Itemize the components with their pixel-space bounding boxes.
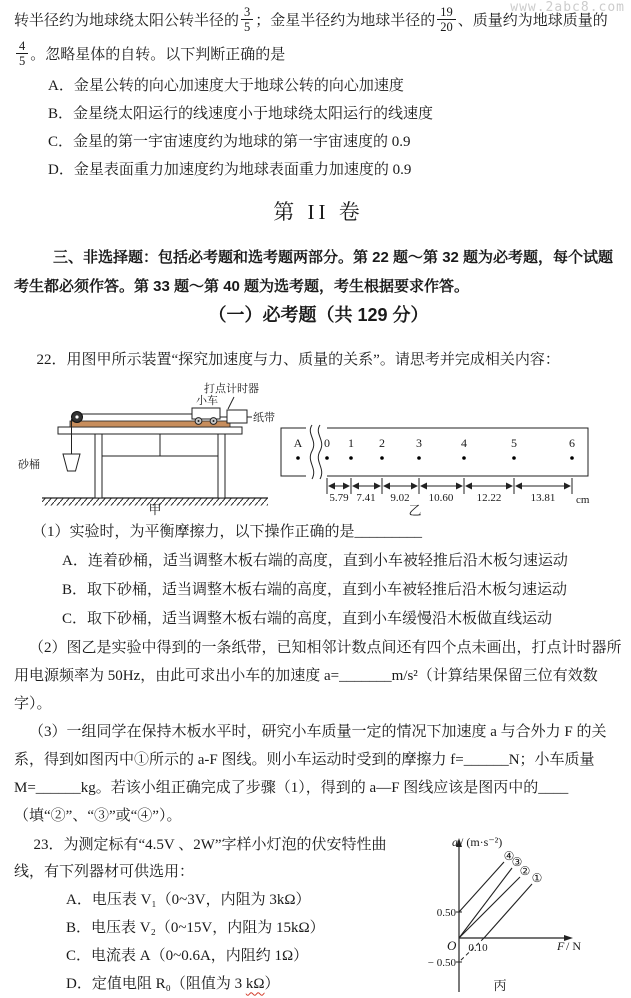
q22-intro: 22．用图甲所示装置“探究加速度与力、质量的关系”。请思考并完成相关内容： <box>36 352 560 369</box>
graph-figure-bing <box>416 832 607 995</box>
cart-label: 小车 <box>196 395 218 408</box>
bucket-label: 砂桶 <box>18 459 40 472</box>
tape-dot-0 <box>325 457 329 461</box>
sand-bucket <box>63 454 80 471</box>
fraction-19-20: $\frac{19}{20}$ <box>437 5 456 35</box>
y-axis-label-var: a <box>452 835 458 850</box>
line-1-label: ① <box>531 871 543 886</box>
line-3-label: ③ <box>511 855 523 870</box>
tape-point-label-0: 0 <box>324 436 330 451</box>
tape-figure-yi <box>279 420 619 519</box>
tape-break-mask <box>306 426 327 478</box>
wooden-board <box>70 421 230 427</box>
apparatus-figure-jia <box>12 376 279 516</box>
q23-option-b: B．电压表 V₂（0~15V，内阻为 15kΩ） <box>66 920 325 937</box>
measurement-4-5: 12.22 <box>476 492 502 505</box>
fraction-4-5: $\frac{4}{5}$ <box>16 39 28 69</box>
line-1 <box>484 884 532 938</box>
ticker-timer <box>227 410 247 423</box>
q22-sub1: （1）实验时，为平衡摩擦力，以下操作正确的是_________ <box>32 524 423 541</box>
q21-option-d: D．金星表面重力加速度约为地球表面重力加速度的 0.9 <box>48 162 412 178</box>
q23-intro: 23．为测定标有“4.5V 、2W”字样小灯泡的伏安特性曲线，有下列器材可供选用： <box>14 837 387 881</box>
q23-block <box>14 832 623 998</box>
tape-label: 纸带 <box>253 412 275 425</box>
measurement-0-1: 5.79 <box>329 492 349 505</box>
q21-option-a: A．金星公转的向心加速度大于地球公转的向心加速度 <box>48 78 404 94</box>
q21-stem-text-3: 、质量约为地球质量的 <box>457 13 608 29</box>
q23-text-column <box>14 832 416 998</box>
x-axis-label-var: F <box>557 939 565 954</box>
cart-wheel-hub-right <box>213 420 215 422</box>
tape-point-label-A: A <box>293 436 303 451</box>
tape-point-label-1: 1 <box>348 436 354 451</box>
origin-label: O <box>447 938 457 954</box>
tape-dot-3 <box>417 457 421 461</box>
q22-sub1-option-a: A．连着砂桶，适当调整木板右端的高度，直到小车被轻推后沿木板匀速运动 <box>62 553 568 570</box>
figure-caption-bing: 丙 <box>493 978 507 994</box>
q22-sub3: （3）一组同学在保持木板水平时，研究小车质量一定的情况下加速度 a 与合外力 F 的关系，得到如图丙中①所示的 a-F 图线。则小车运动时受到的摩擦力 f=______N；小车质量 M=______kg。若该小组正确完成了步骤（1），得到的 a—F 图线应该是图丙中的____（填“②”、“③”或“④”）。 <box>14 724 607 825</box>
x-axis-label-unit: / N <box>566 939 581 954</box>
q22-figures <box>12 376 623 519</box>
table-leg-left <box>95 434 102 498</box>
watermark: www.2abc8.com <box>510 0 625 15</box>
tape-point-label-6: 6 <box>569 436 575 451</box>
measurement-unit: cm <box>576 494 590 507</box>
tape-dot-1 <box>349 457 353 461</box>
section3-intro: 三、非选择题：包括必考题和选考题两部分。第 22 题～第 32 题为必考题，每个试题考生都必须作答。第 33 题～第 40 题为选考题，考生根据要求作答。 <box>14 249 614 296</box>
measurement-2-3: 9.02 <box>390 492 410 505</box>
tape-dot-4 <box>462 457 466 461</box>
tape-point-label-3: 3 <box>416 436 422 451</box>
line-2-label: ② <box>519 864 531 879</box>
q23-option-c: C．电流表 A（0~0.6A，内阻约 1Ω） <box>66 948 309 965</box>
q21-option-c: C．金星的第一宇宙速度约为地球的第一宇宙速度的 0.9 <box>48 134 411 150</box>
part2-title: 第 II 卷 <box>273 200 364 224</box>
required-section-title: （一）必考题（共 129 分） <box>208 305 429 326</box>
q21-stem-text-1: 转半径约为地球绕太阳公转半径的 <box>14 13 240 29</box>
line-4-label: ④ <box>503 849 515 864</box>
q23-option-a: A．电压表 V₁（0~3V，内阻为 3kΩ） <box>66 892 311 909</box>
ytick-pos-label: 0.50 <box>436 907 456 920</box>
tape-point-label-5: 5 <box>511 436 517 451</box>
tape-dot-A <box>296 457 300 461</box>
figure-caption-jia: 甲 <box>148 502 162 518</box>
fraction-3-5: $\frac{3}{5}$ <box>241 5 253 35</box>
cart-wheel-hub-left <box>198 420 200 422</box>
q22-sub1-option-c: C．取下砂桶，适当调整木板右端的高度，直到小车缓慢沿木板做直线运动 <box>62 611 553 628</box>
y-axis-label-unit: / (m·s⁻²) <box>460 835 503 850</box>
q21-stem-text-2: ；金星半径约为地球半径的 <box>255 13 436 29</box>
tape-dot-2 <box>380 457 384 461</box>
ytick-neg-label: − 0.50 <box>427 957 456 970</box>
q21-stem-text-4: 。忽略星体的自转。以下判断正确的是 <box>30 47 286 63</box>
q21-option-b: B．金星绕太阳运行的线速度小于地球绕太阳运行的线速度 <box>48 106 434 122</box>
figure-caption-yi: 乙 <box>408 503 422 519</box>
tape-dot-6 <box>570 457 574 461</box>
q23-option-d <box>66 970 416 998</box>
q22-sub2: （2）图乙是实验中得到的一条纸带，已知相邻计数点间还有四个点未画出，打点计时器所用电源频率为 50Hz，由此可求出小车的加速度 a=_______m/s²（计算结果保留三位有效数字）。 <box>14 640 622 713</box>
tape-dot-5 <box>512 457 516 461</box>
measurement-5-6: 13.81 <box>530 492 556 505</box>
q22-sub1-option-b: B．取下砂桶，适当调整木板右端的高度，直到小车被轻推后沿木板匀速运动 <box>62 582 568 599</box>
q23-option-d-close: ） <box>264 976 280 993</box>
timer-label: 打点计时器 <box>204 383 259 396</box>
table-leg-right <box>218 434 225 498</box>
q23-option-d-wavy-underlined: kΩ <box>245 976 265 993</box>
tape-point-label-2: 2 <box>379 436 385 451</box>
pulley-axle <box>75 416 78 419</box>
measurement-3-4: 10.60 <box>428 492 454 505</box>
q23-option-d-text: D．定值电阻 R₀（阻值为 3 <box>66 976 246 993</box>
xtick-label: 0.10 <box>468 942 488 955</box>
timer-callout-line <box>228 397 234 409</box>
measurement-1-2: 7.41 <box>356 492 376 505</box>
tape-point-label-4: 4 <box>461 436 467 451</box>
cart-body <box>192 408 220 419</box>
tabletop <box>58 427 242 434</box>
